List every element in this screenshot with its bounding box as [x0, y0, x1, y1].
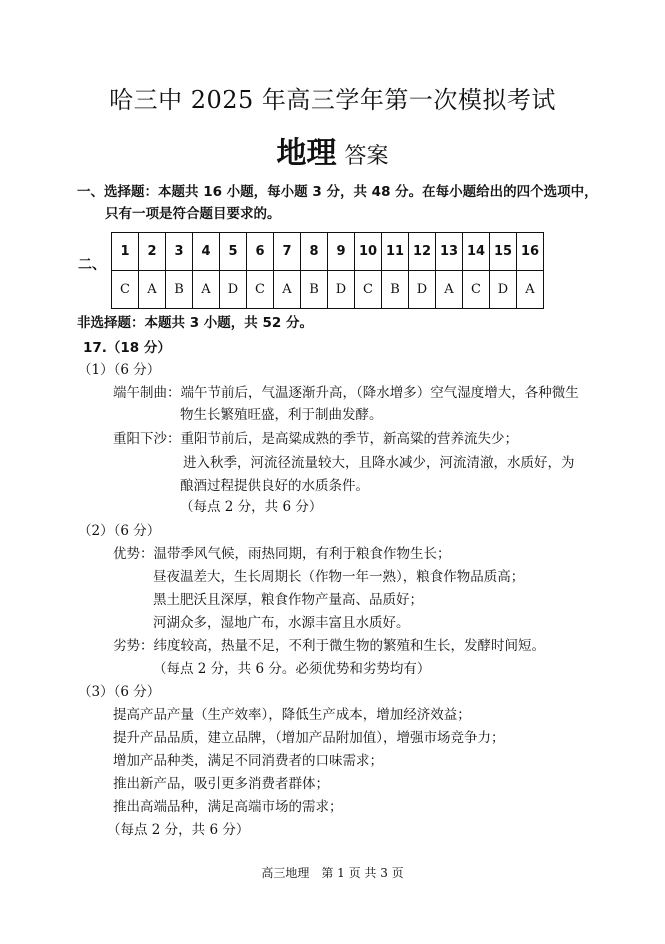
q17-part3-label: （3）（6 分） — [78, 684, 161, 700]
question-number-cell: 10 — [355, 233, 382, 271]
answer-cell: C — [247, 271, 274, 309]
q17-part2-line: 昼夜温差大，生长周期长（作物一年一熟），粮食作物品质高； — [153, 569, 525, 585]
question-number-cell: 1 — [112, 233, 139, 271]
document-subtitle — [0, 128, 665, 172]
answer-cell: B — [382, 271, 409, 309]
q17-part2-line: 黑土肥沃且深厚，粮食作物产量高、品质好； — [153, 592, 423, 608]
q17-part1-line: 重阳下沙：重阳节前后，是高粱成熟的季节，新高粱的营养流失少； — [113, 431, 518, 447]
non-choice-heading: 非选择题：本题共 3 小题，共 52 分。 — [77, 315, 313, 331]
q17-part1-line: 进入秋季，河流径流量较大，且降水减少，河流清澈，水质好，为 — [183, 455, 575, 471]
q17-part2-line: 优势：温带季风气候，雨热同期，有利于粮食作物生长； — [113, 546, 451, 562]
answer-table-number-row — [112, 233, 544, 271]
question-number-cell: 14 — [463, 233, 490, 271]
answer-cell: D — [220, 271, 247, 309]
question-number-cell: 5 — [220, 233, 247, 271]
q17-part1-line: 酿酒过程提供良好的水质条件。 — [180, 478, 369, 494]
q17-part1-label: （1）（6 分） — [78, 362, 161, 378]
question-number-cell: 11 — [382, 233, 409, 271]
answer-cell: A — [436, 271, 463, 309]
q17-part1-line: 物生长繁殖旺盛，利于制曲发酵。 — [180, 407, 383, 423]
answer-cell: B — [166, 271, 193, 309]
answer-cell: A — [193, 271, 220, 309]
answer-cell: C — [112, 271, 139, 309]
question-number-cell: 4 — [193, 233, 220, 271]
question-number-cell: 8 — [301, 233, 328, 271]
q17-part1-scoring: （每点 2 分，共 6 分） — [180, 499, 323, 515]
section2-label: 二、 — [78, 257, 106, 273]
answer-table-answer-row — [112, 271, 544, 309]
question-number-cell: 7 — [274, 233, 301, 271]
answer-label: 答案 — [344, 144, 389, 169]
answer-cell: D — [409, 271, 436, 309]
q17-part3-line: 增加产品种类，满足不同消费者的口味需求； — [113, 753, 383, 769]
section1-line1: 一、选择题：本题共 16 小题，每小题 3 分，共 48 分。在每小题给出的四个选项中， — [77, 184, 598, 200]
answer-cell: A — [517, 271, 544, 309]
q17-title: 17.（18 分） — [83, 340, 171, 356]
answer-cell: A — [274, 271, 301, 309]
question-number-cell: 2 — [139, 233, 166, 271]
answer-cell: C — [463, 271, 490, 309]
q17-part3-line: 推出高端品种，满足高端市场的需求； — [113, 799, 343, 815]
question-number-cell: 12 — [409, 233, 436, 271]
answer-cell: C — [355, 271, 382, 309]
q17-part2-label: （2）（6 分） — [78, 523, 161, 539]
question-number-cell: 9 — [328, 233, 355, 271]
section1-line2: 只有一项是符合题目要求的。 — [105, 206, 281, 222]
answer-cell: A — [139, 271, 166, 309]
q17-part3-scoring: （每点 2 分，共 6 分） — [107, 822, 250, 838]
answer-cell: D — [328, 271, 355, 309]
q17-part1-line: 端午制曲：端午节前后，气温逐渐升高，（降水增多）空气湿度增大，各种微生 — [113, 385, 579, 401]
q17-part2-scoring: （每点 2 分，共 6 分。必须优势和劣势均有） — [153, 661, 431, 677]
q17-part2-line: 河湖众多，湿地广布，水源丰富且水质好。 — [153, 615, 410, 631]
answer-table — [111, 232, 544, 309]
question-number-cell: 13 — [436, 233, 463, 271]
subject-label: 地理 — [276, 136, 337, 171]
q17-part2-line: 劣势：纬度较高，热量不足，不利于微生物的繁殖和生长，发酵时间短。 — [113, 638, 545, 654]
q17-part3-line: 提高产品产量（生产效率），降低生产成本，增加经济效益； — [113, 707, 471, 723]
question-number-cell: 15 — [490, 233, 517, 271]
document-title: 哈三中 2025 年高三学年第一次模拟考试 — [109, 86, 556, 114]
question-number-cell: 3 — [166, 233, 193, 271]
q17-part3-line: 提升产品品质，建立品牌，（增加产品附加值），增强市场竞争力； — [113, 730, 505, 746]
answer-cell: B — [301, 271, 328, 309]
answer-cell: D — [490, 271, 517, 309]
q17-part3-line: 推出新产品，吸引更多消费者群体； — [113, 776, 329, 792]
question-number-cell: 6 — [247, 233, 274, 271]
question-number-cell: 16 — [517, 233, 544, 271]
page-footer: 高三地理 第 1 页 共 3 页 — [261, 866, 404, 880]
